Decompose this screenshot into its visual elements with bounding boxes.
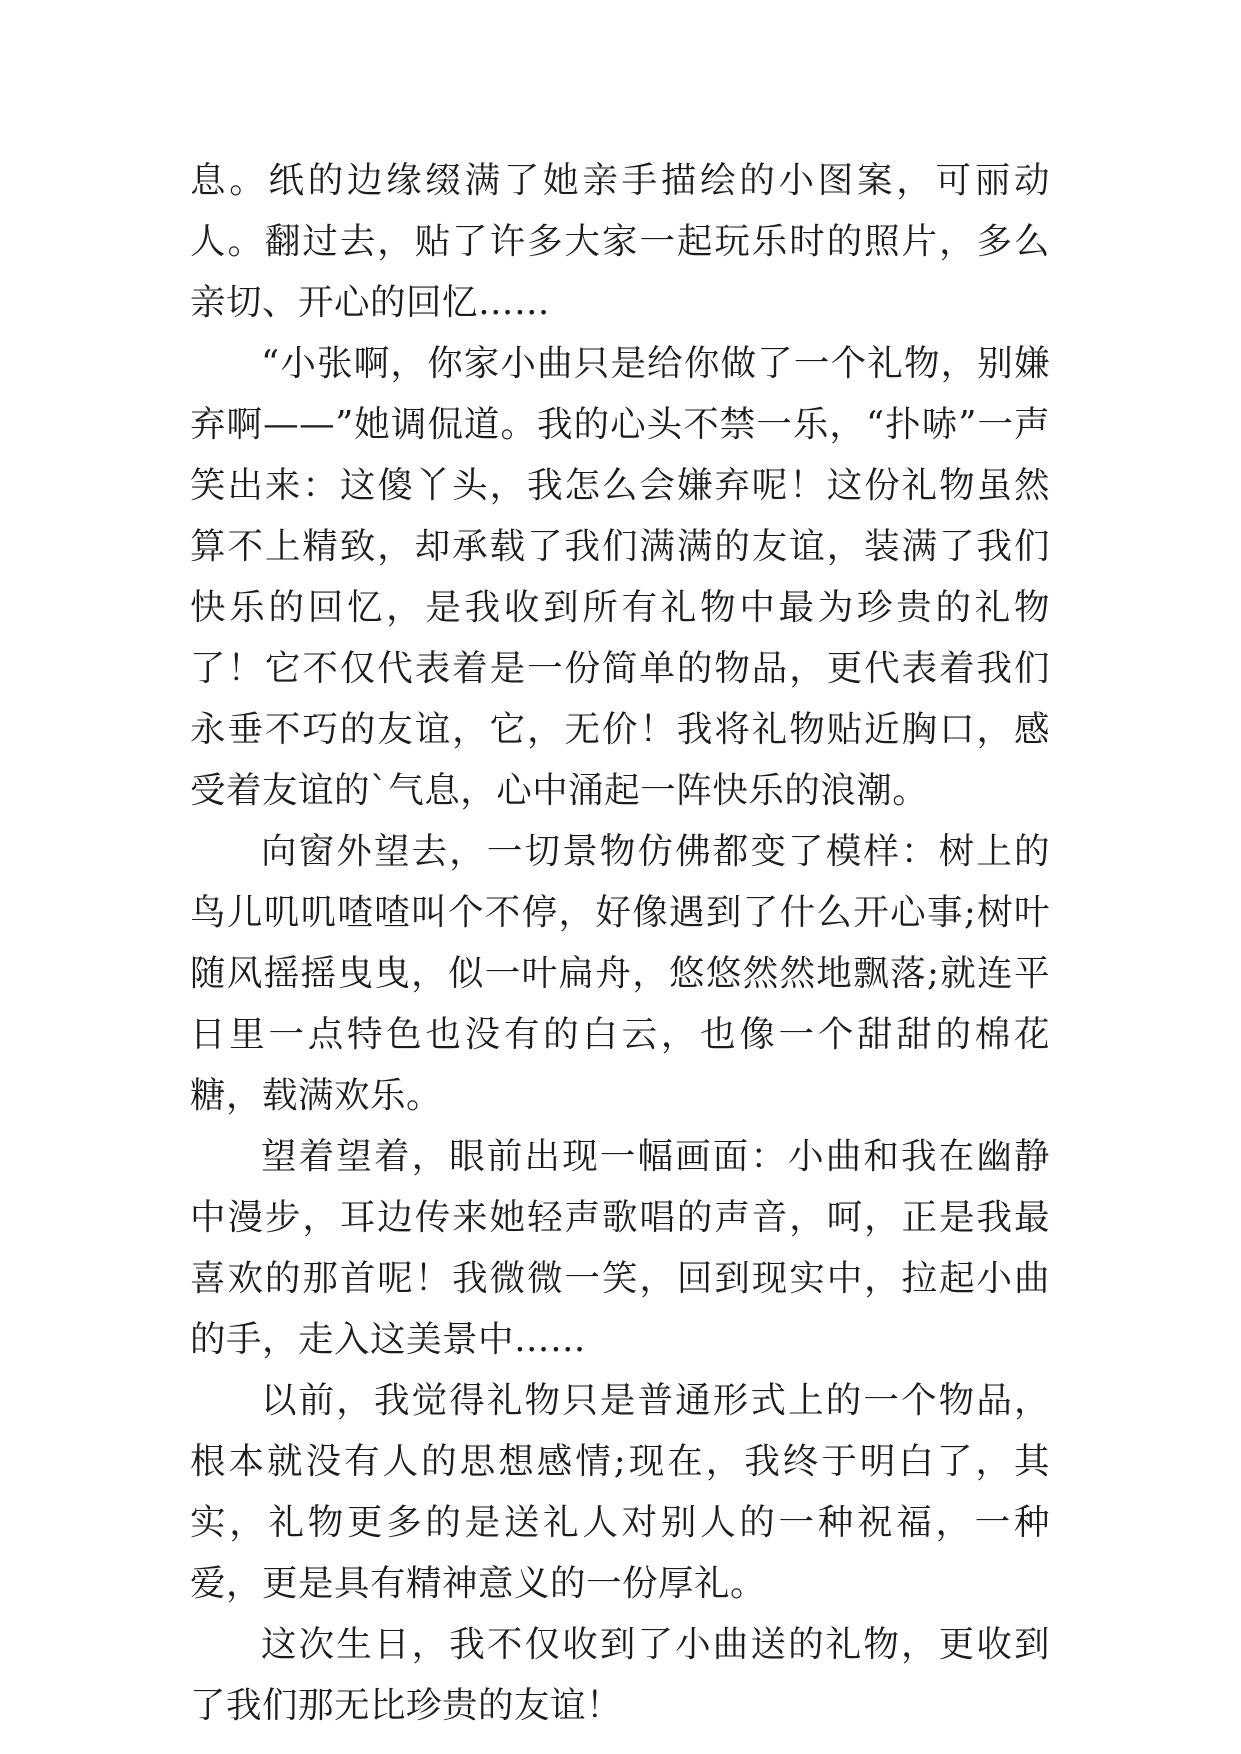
body-text <box>190 150 1050 1736</box>
paragraph-6: 这次生日，我不仅收到了小曲送的礼物，更收到了我们那无比珍贵的友谊！ <box>190 1624 1050 1726</box>
paragraph-1: 息。纸的边缘缀满了她亲手描绘的小图案，可丽动人。翻过去，贴了许多大家一起玩乐时的照片，多么亲切、开心的回忆…… <box>190 160 1050 323</box>
paragraph-5: 以前，我觉得礼物只是普通形式上的一个物品，根本就没有人的思想感情;现在，我终于明白了，其实，礼物更多的是送礼人对别人的一种祝福，一种爱，更是具有精神意义的一份厚礼。 <box>190 1380 1050 1604</box>
paragraph-4: 望着望着，眼前出现一幅画面：小曲和我在幽静中漫步，耳边传来她轻声歌唱的声音，呵，正是我最喜欢的那首呢！我微微一笑，回到现实中，拉起小曲的手，走入这美景中…… <box>190 1136 1050 1360</box>
paragraph-2: “小张啊，你家小曲只是给你做了一个礼物，别嫌弃啊——”她调侃道。我的心头不禁一乐，“扑哧”一声笑出来：这傻丫头，我怎么会嫌弃呢！这份礼物虽然算不上精致，却承载了我们满满的友谊，装满了我们快乐的回忆，是我收到所有礼物中最为珍贵的礼物了！它不仅代表着是一份简单的物品，更代表着我们永垂不巧的友谊，它，无价！我将礼物贴近胸口，感受着友谊的`气息，心中涌起一阵快乐的浪潮。 <box>190 343 1050 811</box>
paragraph-3: 向窗外望去，一切景物仿佛都变了模样：树上的鸟儿叽叽喳喳叫个不停，好像遇到了什么开心事;树叶随风摇摇曳曳，似一叶扁舟，悠悠然然地飘落;就连平日里一点特色也没有的白云，也像一个甜甜的棉花糖，载满欢乐。 <box>190 831 1050 1116</box>
